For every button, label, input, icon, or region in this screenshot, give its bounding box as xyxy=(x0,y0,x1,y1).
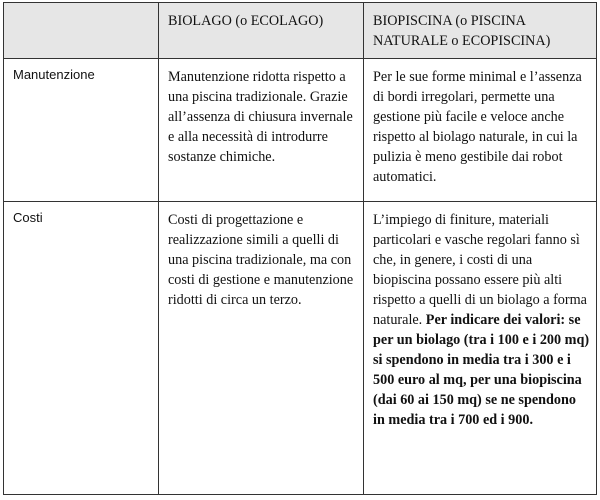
row-label-manutenzione: Manutenzione xyxy=(4,59,159,202)
row-label-costi: Costi xyxy=(4,202,159,495)
cell-manutenzione-biopiscina: Per le sue forme minimal e l’assenza di bordi irregolari, permette una gestione più facile e veloce anche rispetto al biolago naturale, in cui la pulizia è meno gestibile dai robot automatici. xyxy=(364,59,597,202)
costi-biopiscina-text: L’impiego di finiture, materiali particolari e vasche regolari fanno sì che, in genere, i costi di una biopiscina possano essere più alti rispetto a quelli di un biolago a forma naturale. xyxy=(373,212,587,328)
table-row-manutenzione xyxy=(4,59,597,202)
comparison-table xyxy=(3,2,597,495)
cell-costi-biopiscina xyxy=(364,202,597,495)
cell-costi-biolago: Costi di progettazione e realizzazione simili a quelli di una piscina tradizionale, ma con costi di gestione e manutenzione ridotti di circa un terzo. xyxy=(159,202,364,495)
costi-biopiscina-values: Per indicare dei valori: se per un biolago (tra i 100 e i 200 mq) si spendono in media tra i 300 e i 500 euro al mq, per una biopiscina (dai 60 ai 150 mq) se ne spendono in media tra i 700 ed i 900. xyxy=(373,312,590,428)
header-biolago: BIOLAGO (o ECOLAGO) xyxy=(159,3,364,59)
header-empty-cell xyxy=(4,3,159,59)
table-header-row xyxy=(4,3,597,59)
cell-manutenzione-biolago: Manutenzione ridotta rispetto a una piscina tradizionale. Grazie all’assenza di chiusura invernale e alla necessità di introdurre sostanze chimiche. xyxy=(159,59,364,202)
table-row-costi xyxy=(4,202,597,495)
header-biopiscina: BIOPISCINA (o PISCINA NATURALE o ECOPISCINA) xyxy=(364,3,597,59)
